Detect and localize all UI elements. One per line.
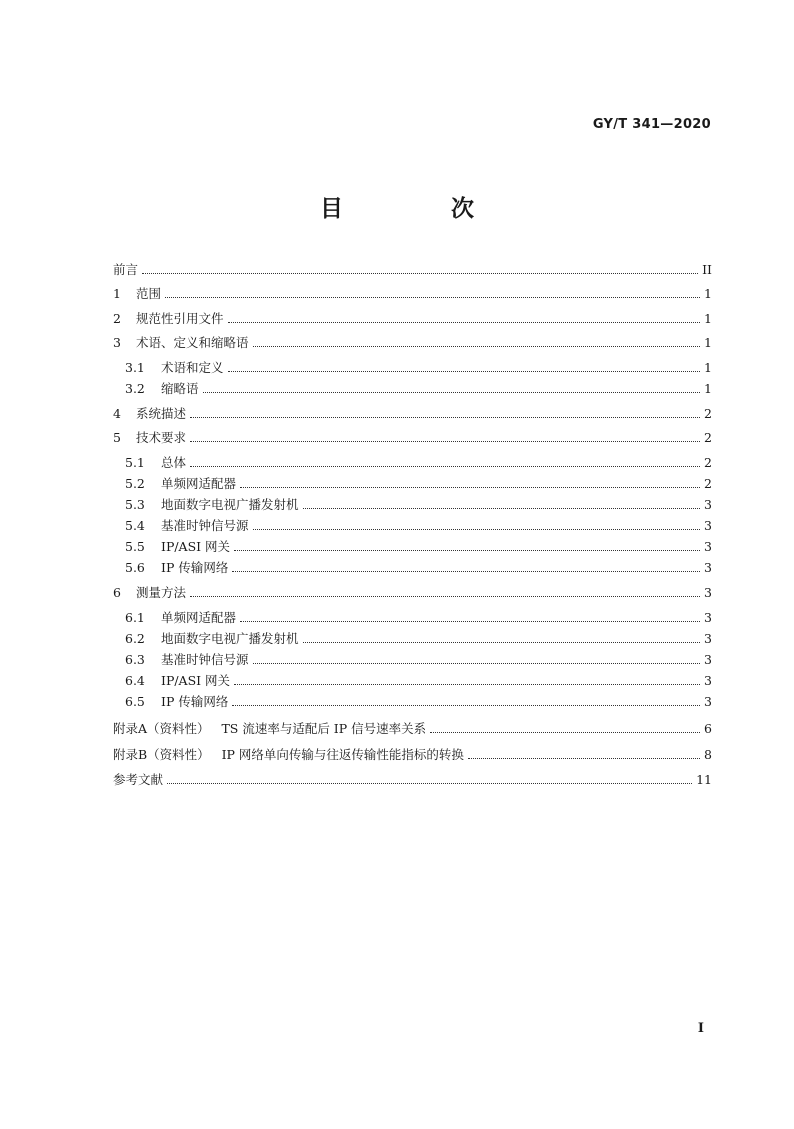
dot-leader [303,508,701,509]
toc-entry-6-1[interactable] [125,606,712,628]
dot-leader [234,684,700,685]
toc-entry-5-5[interactable] [125,535,712,557]
toc-label: IP 传输网络 [161,694,229,709]
toc-page: 2 [704,454,712,470]
toc-page: 11 [696,771,712,787]
toc-entry-2[interactable] [113,307,712,329]
dot-leader [468,758,700,759]
toc-label: 单频网适配器 [161,476,237,491]
toc-number: 5 [113,429,121,445]
toc-page: 3 [704,693,712,709]
toc-entry-3-2[interactable] [125,377,712,399]
toc-entry-annex-a[interactable] [113,717,712,739]
toc-label: 技术要求 [136,430,187,445]
toc-entry-5-4[interactable] [125,514,712,536]
toc-number: 5.3 [125,496,145,512]
toc-entry-6-4[interactable] [125,669,712,691]
toc-entry-5-3[interactable] [125,493,712,515]
toc-entry-5[interactable] [113,426,712,448]
toc-entry-6[interactable] [113,581,712,603]
dot-leader [190,417,700,418]
toc-number: 5.2 [125,475,145,491]
toc-entry-foreword[interactable] [113,258,712,280]
dot-leader [253,346,701,347]
toc-number: 6.2 [125,630,145,646]
toc-entry-bibliography[interactable] [113,768,712,790]
dot-leader [167,783,692,784]
toc-page: 2 [704,405,712,421]
toc-page: II [702,261,712,277]
toc-number: 6.5 [125,693,145,709]
toc-page: 1 [704,359,712,375]
dot-leader [303,642,701,643]
toc-page: 8 [704,746,712,762]
toc-number: 5.6 [125,559,145,575]
toc-label: 规范性引用文件 [136,311,224,326]
toc-label: 参考文献 [113,772,164,787]
toc-label: 术语、定义和缩略语 [136,335,249,350]
toc-number: 1 [113,285,121,301]
standard-code: GY/T 341—2020 [592,117,711,132]
dot-leader [240,621,700,622]
toc-label: 地面数字电视广播发射机 [161,631,299,646]
toc-page: 3 [704,651,712,667]
toc-label: IP/ASI 网关 [161,539,231,554]
toc-label: 附录B（资料性） IP 网络单向传输与往返传输性能指标的转换 [113,747,464,762]
toc-label: IP/ASI 网关 [161,673,231,688]
toc-page: 1 [704,285,712,301]
toc-number: 5.1 [125,454,145,470]
toc-label: IP 传输网络 [161,560,229,575]
dot-leader [234,550,700,551]
dot-leader [190,441,700,442]
toc-page: 3 [704,538,712,554]
toc-number: 6.3 [125,651,145,667]
toc-page: 1 [704,380,712,396]
toc-page: 3 [704,584,712,600]
toc-number: 6.4 [125,672,145,688]
dot-leader [253,529,701,530]
toc-label: 基准时钟信号源 [161,652,249,667]
toc-page: 3 [704,517,712,533]
toc-entry-6-2[interactable] [125,627,712,649]
toc-entry-5-1[interactable] [125,451,712,473]
toc-page: 1 [704,334,712,350]
toc-label: 缩略语 [161,381,199,396]
toc-label: 前言 [113,262,139,277]
toc-label: 总体 [161,455,187,470]
toc-page: 3 [704,559,712,575]
toc-entry-6-5[interactable] [125,690,712,712]
page-title: 目 次 [319,196,524,222]
dot-leader [240,487,700,488]
dot-leader [232,705,700,706]
dot-leader [165,297,700,298]
toc-page: 3 [704,609,712,625]
toc-label: 单频网适配器 [161,610,237,625]
dot-leader [190,466,700,467]
toc-label: 术语和定义 [161,360,224,375]
toc-label: 系统描述 [136,406,187,421]
toc-page: 2 [704,429,712,445]
toc-number: 3 [113,334,121,350]
toc-number: 5.5 [125,538,145,554]
toc-entry-5-2[interactable] [125,472,712,494]
toc-page: 2 [704,475,712,491]
toc-number: 6.1 [125,609,145,625]
toc-label: 地面数字电视广播发射机 [161,497,299,512]
toc-number: 6 [113,584,121,600]
toc-number: 4 [113,405,121,421]
dot-leader [190,596,700,597]
toc-label: 基准时钟信号源 [161,518,249,533]
toc-number: 3.1 [125,359,145,375]
dot-leader [232,571,700,572]
dot-leader [142,273,698,274]
toc-label: 测量方法 [136,585,187,600]
toc-entry-annex-b[interactable] [113,743,712,765]
toc-entry-1[interactable] [113,282,712,304]
dot-leader [228,371,701,372]
dot-leader [430,732,700,733]
dot-leader [228,322,701,323]
toc-page: 3 [704,496,712,512]
toc-entry-6-3[interactable] [125,648,712,670]
toc-entry-5-6[interactable] [125,556,712,578]
toc-number: 2 [113,310,121,326]
toc-page: 3 [704,630,712,646]
toc-entry-3[interactable] [113,331,712,353]
dot-leader [203,392,701,393]
toc-label: 附录A（资料性） TS 流速率与适配后 IP 信号速率关系 [113,721,427,736]
toc-label: 范围 [136,286,162,301]
toc-page: 1 [704,310,712,326]
page-number: I [697,1021,704,1036]
toc-page: 6 [704,720,712,736]
toc-entry-3-1[interactable] [125,356,712,378]
dot-leader [253,663,701,664]
toc-page: 3 [704,672,712,688]
toc-number: 3.2 [125,380,145,396]
toc-number: 5.4 [125,517,145,533]
toc-entry-4[interactable] [113,402,712,424]
